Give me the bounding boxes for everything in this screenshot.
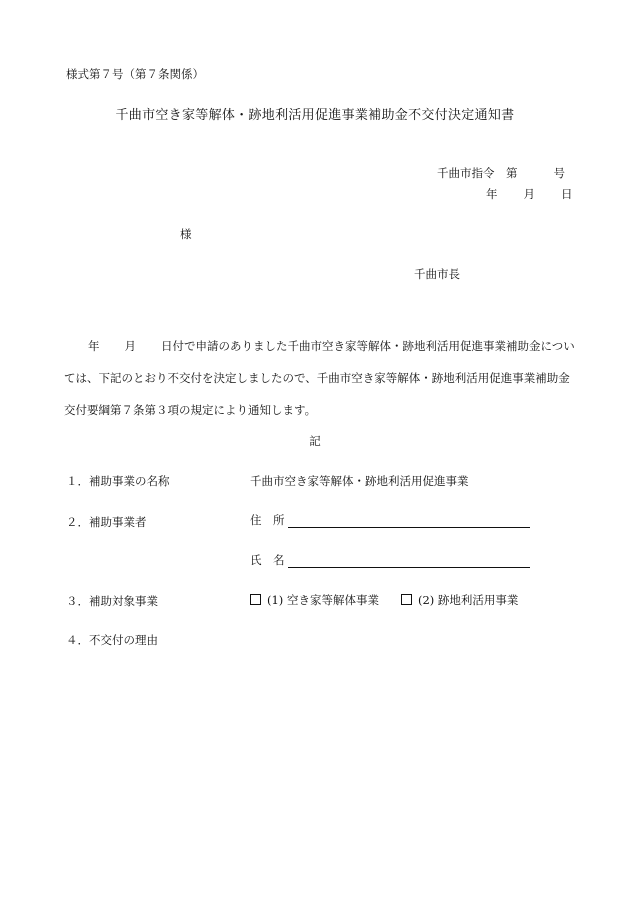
item-1-value: 千曲市空き家等解体・跡地利活用促進事業: [250, 474, 469, 488]
body-text: 日付で申請のありました千曲市空き家等解体・跡地利活用促進事業補助金については、下記のとおり不交付を決定しましたので、千曲市空き家等解体・跡地利活用促進事業補助金交付要綱第７条第３項の規定により通知します。: [64, 339, 575, 417]
date-month: 月: [523, 187, 535, 201]
item-4-label: ４．不交付の理由: [66, 633, 158, 647]
address-line[interactable]: [288, 513, 530, 528]
body-month: 月: [124, 339, 136, 353]
checkbox-icon[interactable]: [250, 594, 261, 605]
address-field: [250, 512, 530, 528]
document-number: [437, 165, 565, 181]
notice-body: [64, 330, 576, 426]
form-number: 様式第７号（第７条関係）: [66, 67, 204, 81]
item-1-label: １．補助事業の名称: [66, 474, 170, 488]
date-day: 日: [561, 187, 573, 201]
item-3-label: ３．補助対象事業: [66, 594, 158, 608]
option-demolition-label: (1) 空き家等解体事業: [267, 593, 379, 607]
document-title: 千曲市空き家等解体・跡地利活用促進事業補助金不交付決定通知書: [115, 108, 515, 123]
date-year: 年: [486, 187, 498, 201]
address-label: 住 所: [250, 513, 285, 527]
option-reuse-label: (2) 跡地利活用事業: [417, 593, 519, 607]
checkbox-icon[interactable]: [401, 594, 412, 605]
name-field: [250, 552, 530, 568]
document-number-prefix: 千曲市指令 第: [437, 166, 518, 180]
ki-marker: 記: [309, 434, 321, 448]
item-2-label: ２．補助事業者: [66, 515, 147, 529]
issue-date: [486, 186, 573, 202]
document-number-suffix: 号: [553, 166, 565, 180]
name-line[interactable]: [288, 553, 530, 568]
sender: 千曲市長: [414, 267, 460, 281]
addressee: 様: [180, 227, 192, 241]
name-label: 氏 名: [250, 553, 285, 567]
target-project-options: [250, 592, 518, 608]
body-year: 年: [88, 339, 100, 353]
option-demolition[interactable]: [250, 592, 379, 608]
option-reuse[interactable]: [401, 592, 518, 608]
